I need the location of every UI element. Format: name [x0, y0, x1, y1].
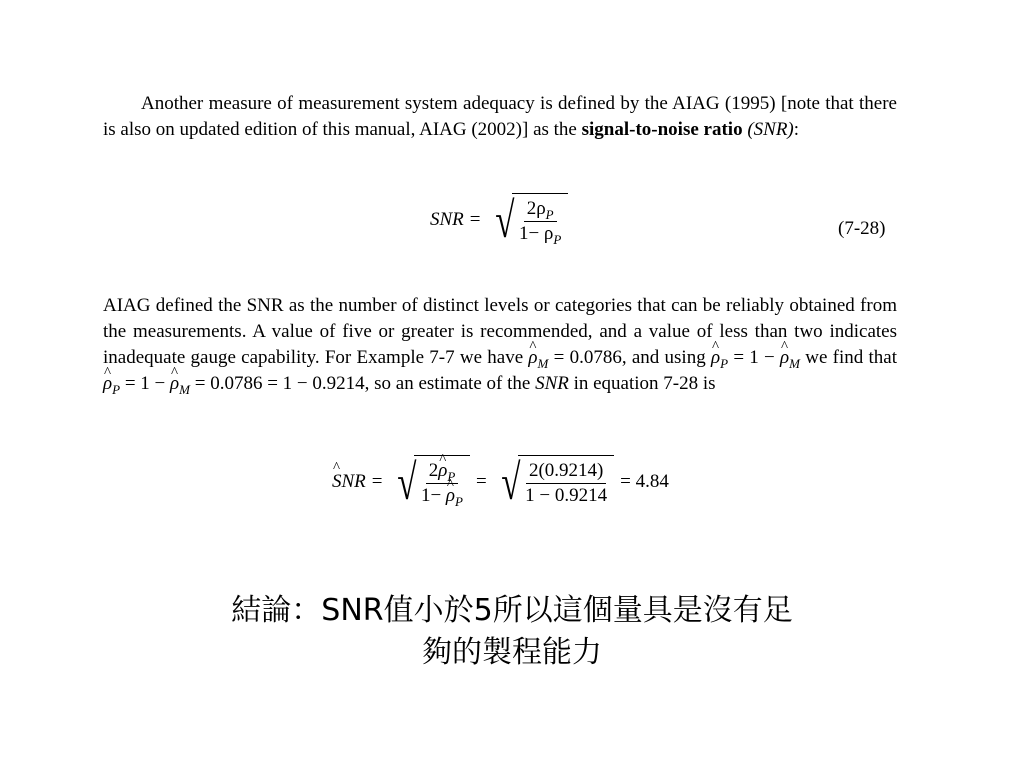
sub-2: P [720, 355, 729, 371]
sub-4: P [112, 381, 121, 397]
eq2-den1-rho: ^ ρ [446, 485, 455, 507]
colon: : [793, 119, 800, 140]
eq2-sqrt-2 [493, 455, 614, 509]
snr-italic: SNR [535, 373, 569, 394]
eq2-lhs: ^ SNR [332, 471, 366, 493]
eq2-den1: 1− [420, 484, 446, 506]
rho-hat-4: ^ ρ [103, 371, 112, 397]
eq2-num1-sub: P [447, 468, 456, 484]
equation-snr-estimate [332, 455, 669, 509]
eq2-equals-2: = [476, 471, 487, 492]
eq2-num1-rho: ^ ρ [438, 460, 447, 482]
paragraph-intro-text: Another measure of measurement system adequacy is defined by the AIAG (1995) [note that there is also on updated edition of this manual, AIAG (2002)] as the [103, 93, 897, 140]
para2-text-a: AIAG defined the SNR as the number of distinct levels or categories that can be reliably obtained from the measurements. A value of five or greater is recommended, and a value of less than two indicates inadequate gauge capability. For Example 7-7 we have [103, 295, 897, 368]
eq2-den2: 1 − 0.9214 [525, 484, 608, 506]
italic-term: (SNR) [747, 119, 794, 140]
eq2-result: = 4.84 [620, 471, 669, 492]
sub-3: M [789, 355, 800, 371]
radical-sign-1: √ [396, 454, 416, 510]
rho-hat-5: ^ ρ [170, 371, 179, 397]
radical-sign-2: √ [500, 454, 521, 510]
bold-term: signal-to-noise ratio [581, 119, 743, 140]
eq1-equals: = [469, 209, 481, 230]
conclusion-line-1: 結論：SNR值小於5所以這個量具是沒有足 [231, 593, 793, 628]
para2-text-c: = 1 − [728, 347, 781, 368]
eq1-denominator: 1− ρ [518, 222, 554, 244]
rho-hat-3: ^ ρ [780, 345, 789, 371]
eq1-sqrt [487, 193, 569, 247]
conclusion-line-2: 夠的製程能力 [422, 635, 602, 670]
para2-text-g: in equation 7-28 is [568, 373, 716, 394]
eq1-fraction [516, 198, 564, 245]
sub-1: M [537, 355, 549, 371]
radical-sign: √ [494, 192, 514, 248]
equation-7-28 [430, 193, 568, 247]
eq2-fraction-1 [418, 460, 466, 507]
eq1-numerator: 2ρ [526, 197, 546, 219]
eq2-sqrt-1 [389, 455, 471, 509]
eq2-num1: 2 [428, 459, 439, 481]
eq2-equals-1: = [371, 471, 383, 492]
para2-text-d: we find that [799, 347, 897, 368]
para2-text-f: = 0.0786 = 1 − 0.9214, so an estimate of the [189, 373, 536, 394]
eq2-num2: 2(0.9214) [526, 460, 606, 484]
para2-text-e: = 1 − [120, 373, 171, 394]
eq1-lhs: SNR [430, 209, 464, 230]
eq2-den1-sub: P [455, 493, 463, 509]
paragraph-explanation [103, 293, 897, 397]
rho-hat-2: ^ ρ [711, 345, 720, 371]
sub-5: M [179, 381, 190, 397]
equation-number: (7-28) [838, 218, 886, 239]
paragraph-intro [103, 91, 897, 143]
rho-hat-1: ^ ρ [528, 345, 537, 371]
eq1-numerator-sub: P [545, 206, 554, 222]
eq2-fraction-2 [522, 460, 610, 507]
eq1-denominator-sub: P [553, 231, 562, 247]
para2-text-b: = 0.0786, and using [548, 347, 711, 368]
conclusion [140, 590, 884, 674]
